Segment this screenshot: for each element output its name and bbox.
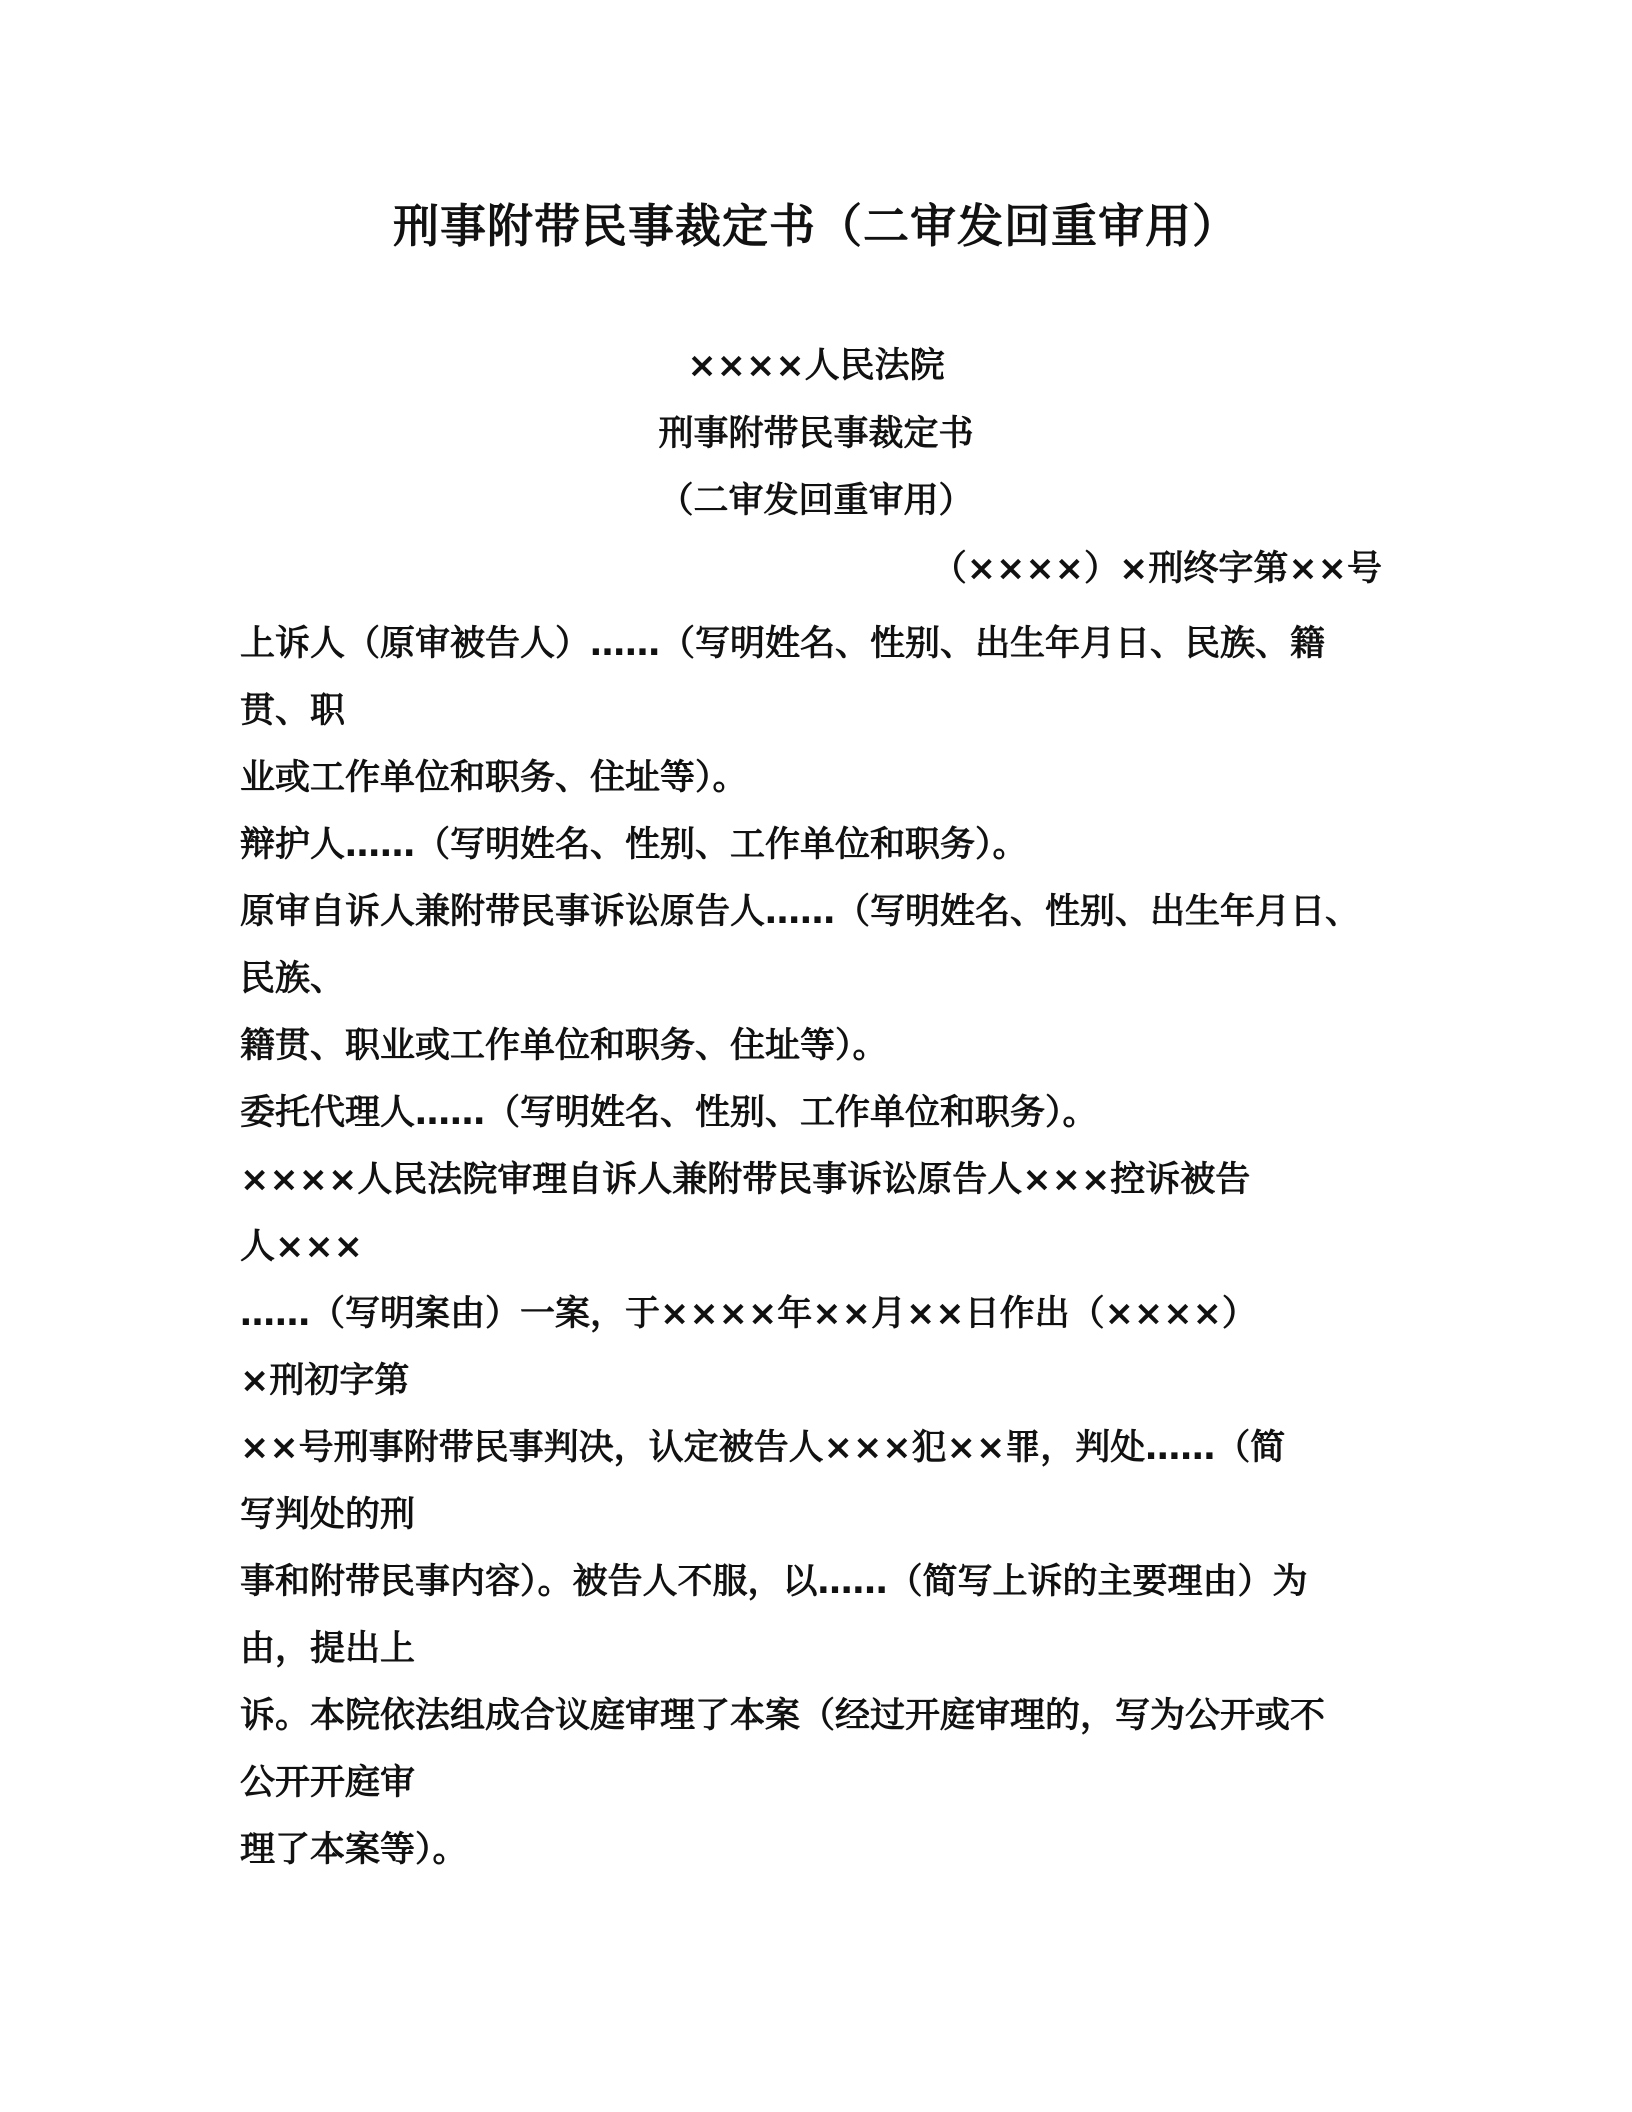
body-line: 由，提出上 (240, 1629, 416, 1669)
body-line: ××号刑事附带民事判决，认定被告人×××犯××罪，判处……（简 (240, 1428, 1286, 1468)
body-line: 委托代理人……（写明姓名、性别、工作单位和职务）。 (240, 1093, 1098, 1133)
body-line: 理了本案等）。 (240, 1830, 468, 1870)
body-line: 上诉人（原审被告人）……（写明姓名、性别、出生年月日、民族、籍 (240, 624, 1326, 664)
document-body (240, 611, 1400, 1884)
body-line: ……（写明案由）一案，于××××年××月××日作出（××××） (240, 1294, 1257, 1334)
body-line: 贯、职 (240, 691, 346, 731)
court-name: ××××人民法院 (687, 346, 945, 386)
case-number: （××××）×刑终字第××号 (931, 549, 1382, 589)
body-line: 人××× (240, 1227, 363, 1267)
body-line: 诉。本院依法组成合议庭审理了本案（经过开庭审理的，写为公开或不 (240, 1696, 1326, 1736)
body-line: 公开开庭审 (240, 1763, 416, 1803)
body-line: ×刑初字第 (240, 1361, 410, 1401)
body-line: 业或工作单位和职务、住址等）。 (240, 758, 748, 798)
document-usage: （二审发回重审用） (658, 481, 974, 521)
body-line: 事和附带民事内容）。被告人不服，以……（简写上诉的主要理由）为 (240, 1562, 1308, 1602)
body-line: 籍贯、职业或工作单位和职务、住址等）。 (240, 1026, 888, 1066)
body-line: 原审自诉人兼附带民事诉讼原告人……（写明姓名、性别、出生年月日、 (240, 892, 1361, 932)
document-title: 刑事附带民事裁定书（二审发回重审用） (393, 199, 1239, 253)
body-line: ××××人民法院审理自诉人兼附带民事诉讼原告人×××控诉被告 (240, 1160, 1251, 1200)
document-type: 刑事附带民事裁定书 (658, 414, 974, 454)
body-line: 民族、 (240, 959, 346, 999)
body-line: 写判处的刑 (240, 1495, 416, 1535)
body-line: 辩护人……（写明姓名、性别、工作单位和职务）。 (240, 825, 1028, 865)
